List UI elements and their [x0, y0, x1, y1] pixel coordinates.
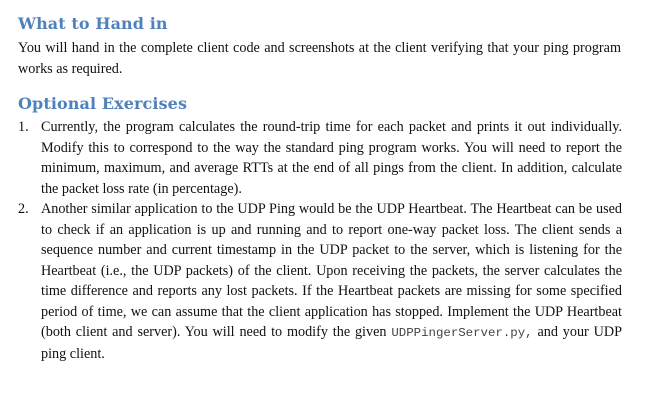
list-item	[0, 199, 622, 364]
code-filename: UDPPingerServer.py,	[391, 326, 533, 340]
optional-exercises-list	[0, 117, 622, 364]
list-item-number: 1.	[18, 119, 29, 135]
list-item-number: 2.	[18, 201, 29, 217]
heading-optional-exercises: Optional Exercises	[18, 94, 188, 113]
list-item-text: Currently, the program calculates the round-trip time for each packet and prints it out individually. Modify this to correspond to the way the standard ping program works. You will need to report the minimum, maximum, and average RTTs at the end of all pings from the client. In addition, calculate the packet loss rate (in percentage).	[41, 119, 622, 197]
list-item-text: Another similar application to the UDP Ping would be the UDP Heartbeat. The Heartbeat can be used to check if an application is up and running and to report one-way packet loss. The client sends a sequence number and current timestamp in the UDP packet to the server, which is listening for the Heartbeat (i.e., the UDP packets) of the client. Upon receiving the packets, the server calculates the time difference and reports any lost packets. If the Heartbeat packets are missing for some specified period of time, we can assume that the client application has stopped. Implement the UDP Heartbeat (both client and server). You will need to modify the given	[41, 201, 622, 340]
heading-what-to-hand-in: What to Hand in	[18, 14, 168, 33]
list-item-text-tail: and your UDP ping client.	[41, 324, 622, 362]
hand-in-paragraph: You will hand in the complete client code and screenshots at the client verifying that your ping program works as required.	[18, 40, 621, 77]
list-item	[0, 117, 622, 199]
